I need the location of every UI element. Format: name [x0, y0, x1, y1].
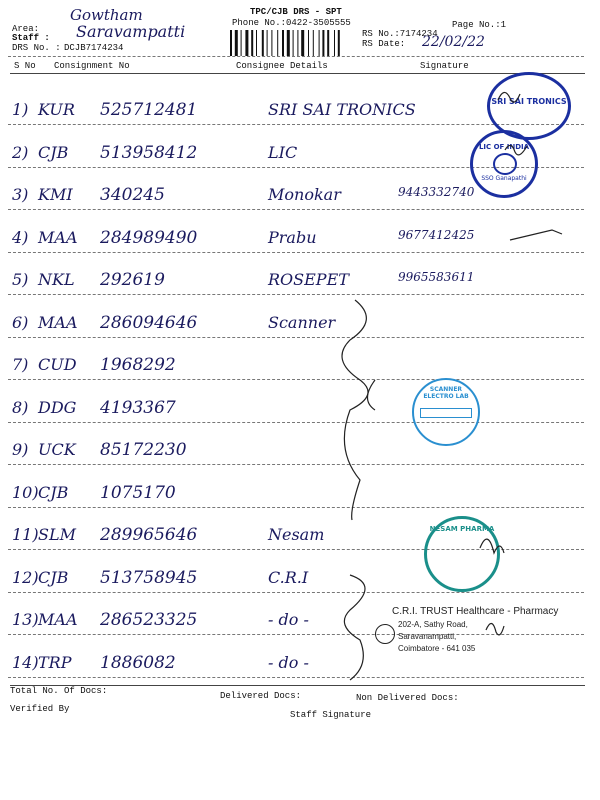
row-consignment-no: 286094646	[100, 312, 198, 333]
col-signature: Signature	[420, 61, 469, 71]
row-consignment-no: 1886082	[100, 652, 176, 673]
rs-number: RS No.:7174234	[362, 29, 438, 39]
scanner-stamp: SCANNER ELECTRO LAB	[412, 378, 480, 446]
row-consignee: C.R.I	[268, 567, 309, 587]
cri-stamp-name: C.R.I. TRUST Healthcare - Pharmacy	[392, 606, 559, 617]
row-number: 10)	[12, 482, 39, 502]
cri-stamp-addr1: 202-A, Sathy Road,	[398, 620, 468, 629]
row-code: SLM	[38, 525, 76, 544]
cri-stamp-addr2: Saravanampatti,	[398, 632, 457, 641]
row-code: MAA	[38, 610, 78, 629]
row-code: CJB	[38, 142, 69, 162]
row-consignment-no: 85172230	[100, 440, 187, 460]
row-consignment-no: 513758945	[100, 567, 198, 588]
row-consignment-no: 525712481	[100, 100, 198, 120]
row-consignee: ROSEPET	[268, 270, 349, 289]
sai-tronics-stamp: SRI SAI TRONICS	[487, 72, 571, 140]
col-consignee: Consignee Details	[236, 61, 328, 71]
row-number: 6)	[12, 312, 29, 332]
row-consignee: - do -	[268, 610, 309, 629]
row-phone: 9443332740	[398, 185, 475, 199]
row-number: 14)	[12, 652, 39, 672]
row-consignment-no: 292619	[100, 270, 165, 290]
row-consignment-no: 1075170	[100, 482, 176, 503]
drs-label: DRS No. :	[12, 43, 61, 53]
verified-by-label: Verified By	[10, 704, 70, 714]
row-number: 2)	[12, 142, 29, 162]
row-code: CJB	[38, 482, 69, 502]
row-code: KUR	[38, 100, 75, 119]
rs-date-value: 22/02/22	[422, 34, 485, 50]
row-consignee: Nesam	[268, 525, 325, 544]
row-code: KMI	[38, 185, 73, 204]
row-number: 12)	[12, 567, 39, 587]
row-number: 8)	[12, 397, 29, 417]
row-consignee: SRI SAI TRONICS	[268, 100, 416, 119]
row-number: 4)	[12, 227, 29, 247]
row-consignment-no: 1968292	[100, 355, 176, 375]
row-code: UCK	[38, 440, 76, 459]
row-code: DDG	[38, 397, 77, 417]
row-consignment-no: 4193367	[100, 397, 176, 418]
area-value: Gowtham	[70, 6, 143, 24]
row-code: NKL	[38, 270, 75, 289]
row-consignment-no: 284989490	[100, 227, 198, 248]
row-consignment-no: 289965646	[100, 525, 198, 545]
page-title: TPC/CJB DRS - SPT	[250, 7, 342, 17]
row-consignee: - do -	[268, 652, 309, 672]
staff-label: Staff :	[12, 33, 50, 43]
row-number: 1)	[12, 100, 29, 119]
page-number: Page No.:1	[452, 20, 507, 30]
row-consignee: Monokar	[268, 185, 341, 204]
row-code: CJB	[38, 567, 69, 587]
row-code: CUD	[38, 355, 77, 374]
drs-value: DCJB7174234	[64, 43, 124, 53]
total-docs-label: Total No. Of Docs:	[10, 686, 108, 696]
row-consignee: Scanner	[268, 312, 336, 332]
row-number: 5)	[12, 270, 29, 289]
row-consignee: LIC	[268, 142, 298, 162]
nesam-stamp: NESAM PHARMA	[424, 516, 500, 592]
lic-stamp: LIC OF INDIA SSO Ganapathi	[470, 130, 538, 198]
phone-number: Phone No.:0422-3505555	[232, 18, 351, 28]
area-label: Area:	[12, 24, 40, 34]
row-number: 11)	[12, 525, 39, 544]
rs-date-label: RS Date:	[362, 39, 406, 49]
staff-signature-label: Staff Signature	[290, 710, 372, 720]
row-phone: 9677412425	[398, 227, 475, 242]
staff-value: Saravampatti	[76, 22, 186, 41]
row-number: 7)	[12, 355, 29, 374]
row-consignment-no: 286523325	[100, 610, 198, 630]
row-consignment-no: 513958412	[100, 142, 198, 163]
row-number: 9)	[12, 440, 29, 459]
row-phone: 9965583611	[398, 270, 475, 284]
row-number: 3)	[12, 185, 29, 204]
row-code: TRP	[38, 652, 72, 672]
row-code: MAA	[38, 227, 78, 247]
row-consignment-no: 340245	[100, 185, 165, 205]
non-delivered-docs-label: Non Delivered Docs:	[356, 693, 459, 703]
col-sno: S No	[14, 61, 36, 71]
cri-stamp-addr3: Coimbatore - 641 035	[398, 644, 476, 653]
row-number: 13)	[12, 610, 39, 629]
delivered-docs-label: Delivered Docs:	[220, 691, 302, 701]
col-consignment: Consignment No	[54, 61, 130, 71]
row-consignee: Prabu	[268, 227, 317, 247]
row-code: MAA	[38, 312, 78, 332]
